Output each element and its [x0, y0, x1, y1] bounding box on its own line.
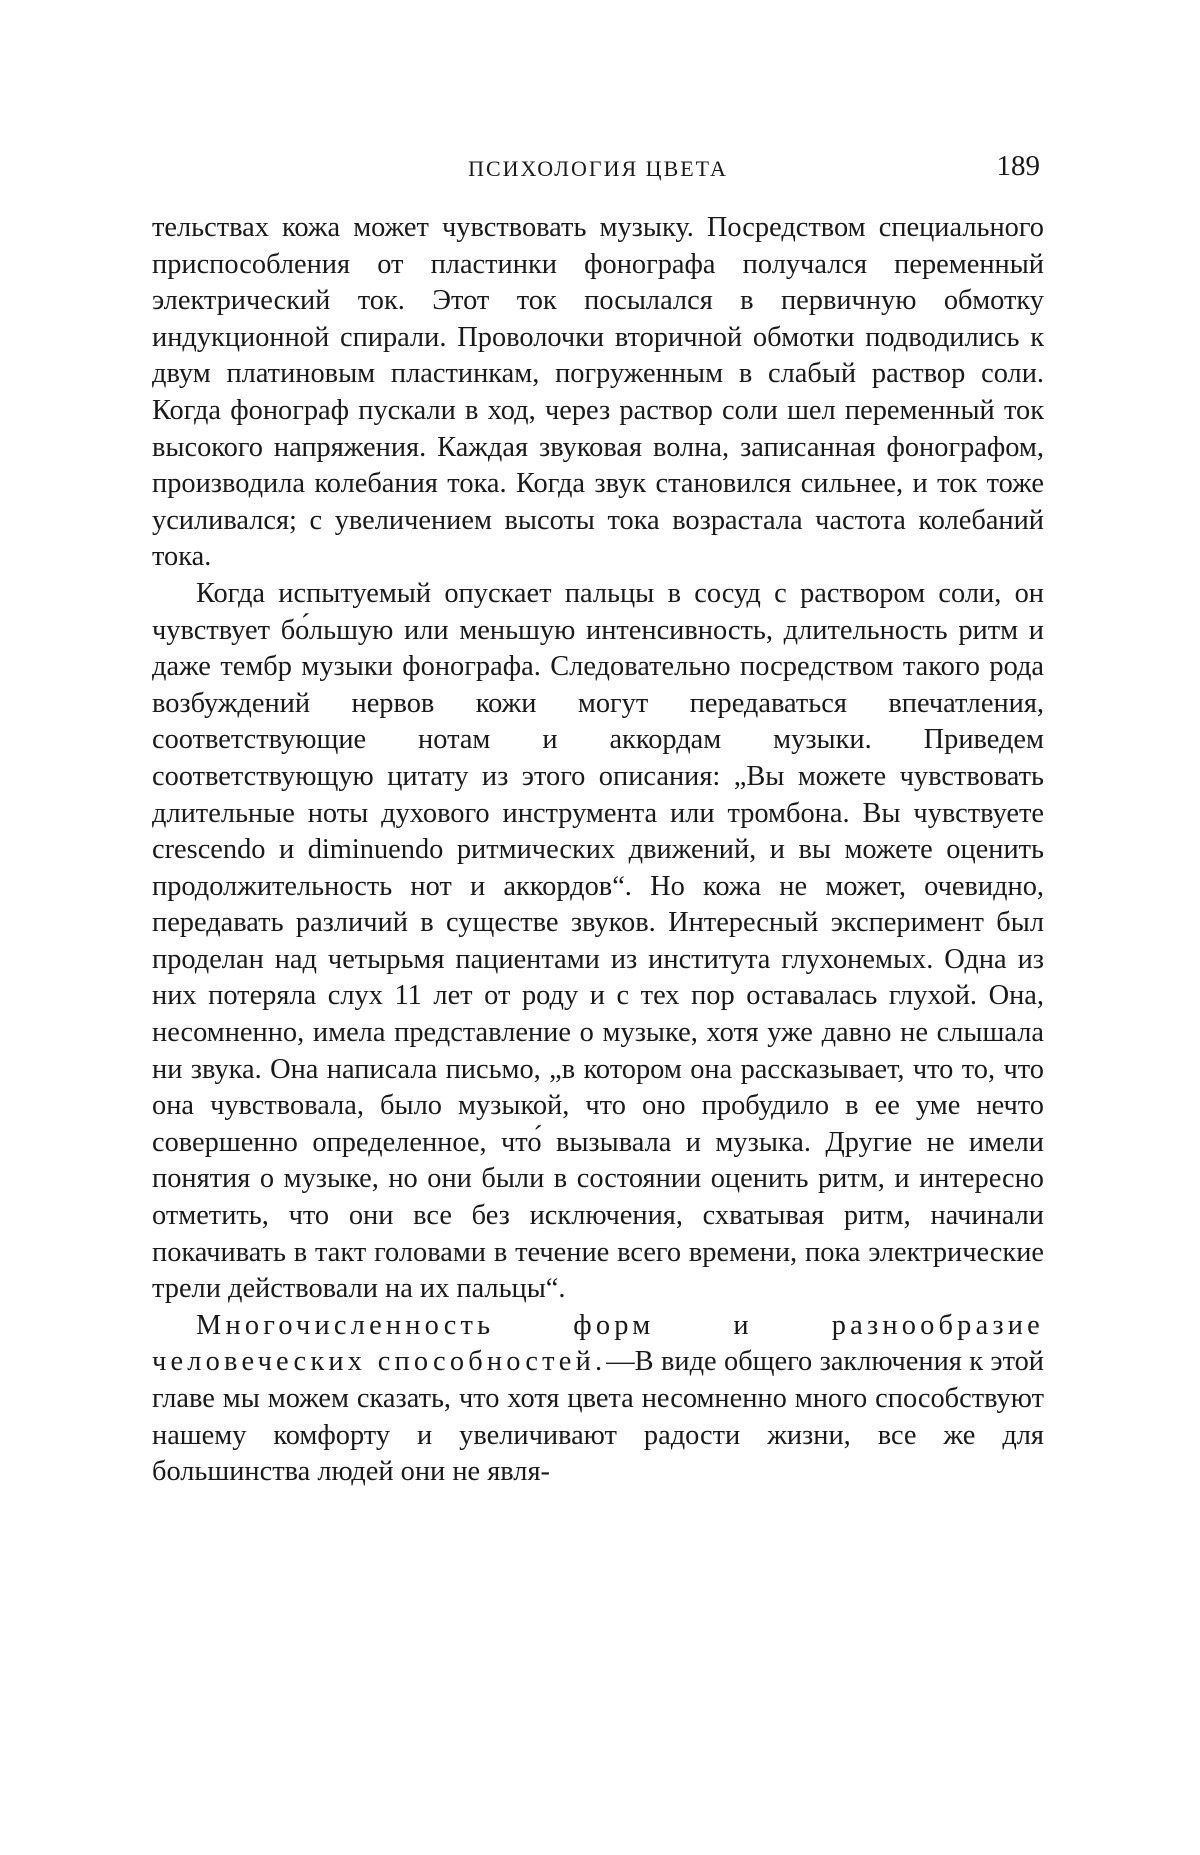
- running-header: [152, 146, 1044, 196]
- page-number: 189: [997, 150, 1041, 183]
- paragraph-experiment: Когда испытуемый опускает пальцы в сосуд с раствором соли, он чувствует бо́льшую или меньшую интенсивность, длительность ритм и даже тембр музыки фонографа. Следовательно посредством такого рода возбуждений нервов кожи могут передаваться впечатления, соответствующие нотам и аккордам музыки. Приведем соответствующую цитату из этого описания: „Вы можете чувствовать длительные ноты духового инструмента или тромбона. Вы чувствуете crescendo и diminuendo ритмических движений, и вы можете оценить продолжительность нот и аккордов“. Но кожа не может, очевидно, передавать различий в существе звуков. Интересный эксперимент был проделан над четырьмя пациентами из института глухонемых. Одна из них потеряла слух 11 лет от роду и с тех пор оставалась глухой. Она, несомненно, имела представление о музыке, хотя уже давно не слышала ни звука. Она написала письмо, „в котором она рассказывает, что то, что она чувствовала, было музыкой, что оно пробудило в ее уме нечто совершенно определенное, что́ вызывала и музыка. Другие не имели понятия о музыке, но они были в состоянии оценить ритм, и интересно отметить, что они все без исключения, схватывая ритм, начинали покачивать в такт головами в течение всего времени, пока электрические трели действовали на их пальцы“.: [152, 576, 1044, 1308]
- section-lead: Многочисленность форм и разнообразие человеческих способностей.: [152, 1310, 1044, 1378]
- text-body: [152, 210, 1044, 1491]
- paragraph-conclusion: [152, 1308, 1044, 1491]
- book-page: [152, 146, 1044, 1706]
- running-title: ПСИХОЛОГИЯ ЦВЕТА: [152, 156, 1044, 182]
- paragraph-continuation: тельствах кожа может чувствовать музыку. Посредством специального приспособления от пластинки фонографа получался переменный электрический ток. Этот ток посылался в первичную обмотку индукционной спирали. Проволочки вторичной обмотки подводились к двум платиновым пластинкам, погруженным в слабый раствор соли. Когда фонограф пускали в ход, через раствор соли шел переменный ток высокого напряжения. Каждая звуковая волна, записанная фонографом, производила колебания тока. Когда звук становился сильнее, и ток тоже усиливался; с увеличением высоты тока возрастала частота колебаний тока.: [152, 210, 1044, 576]
- section-text: —В виде общего заключения к этой главе мы можем сказать, что хотя цвета несомненно много способствуют нашему комфорту и увеличивают радости жизни, все же для большинства людей они не явля-: [152, 1346, 1044, 1487]
